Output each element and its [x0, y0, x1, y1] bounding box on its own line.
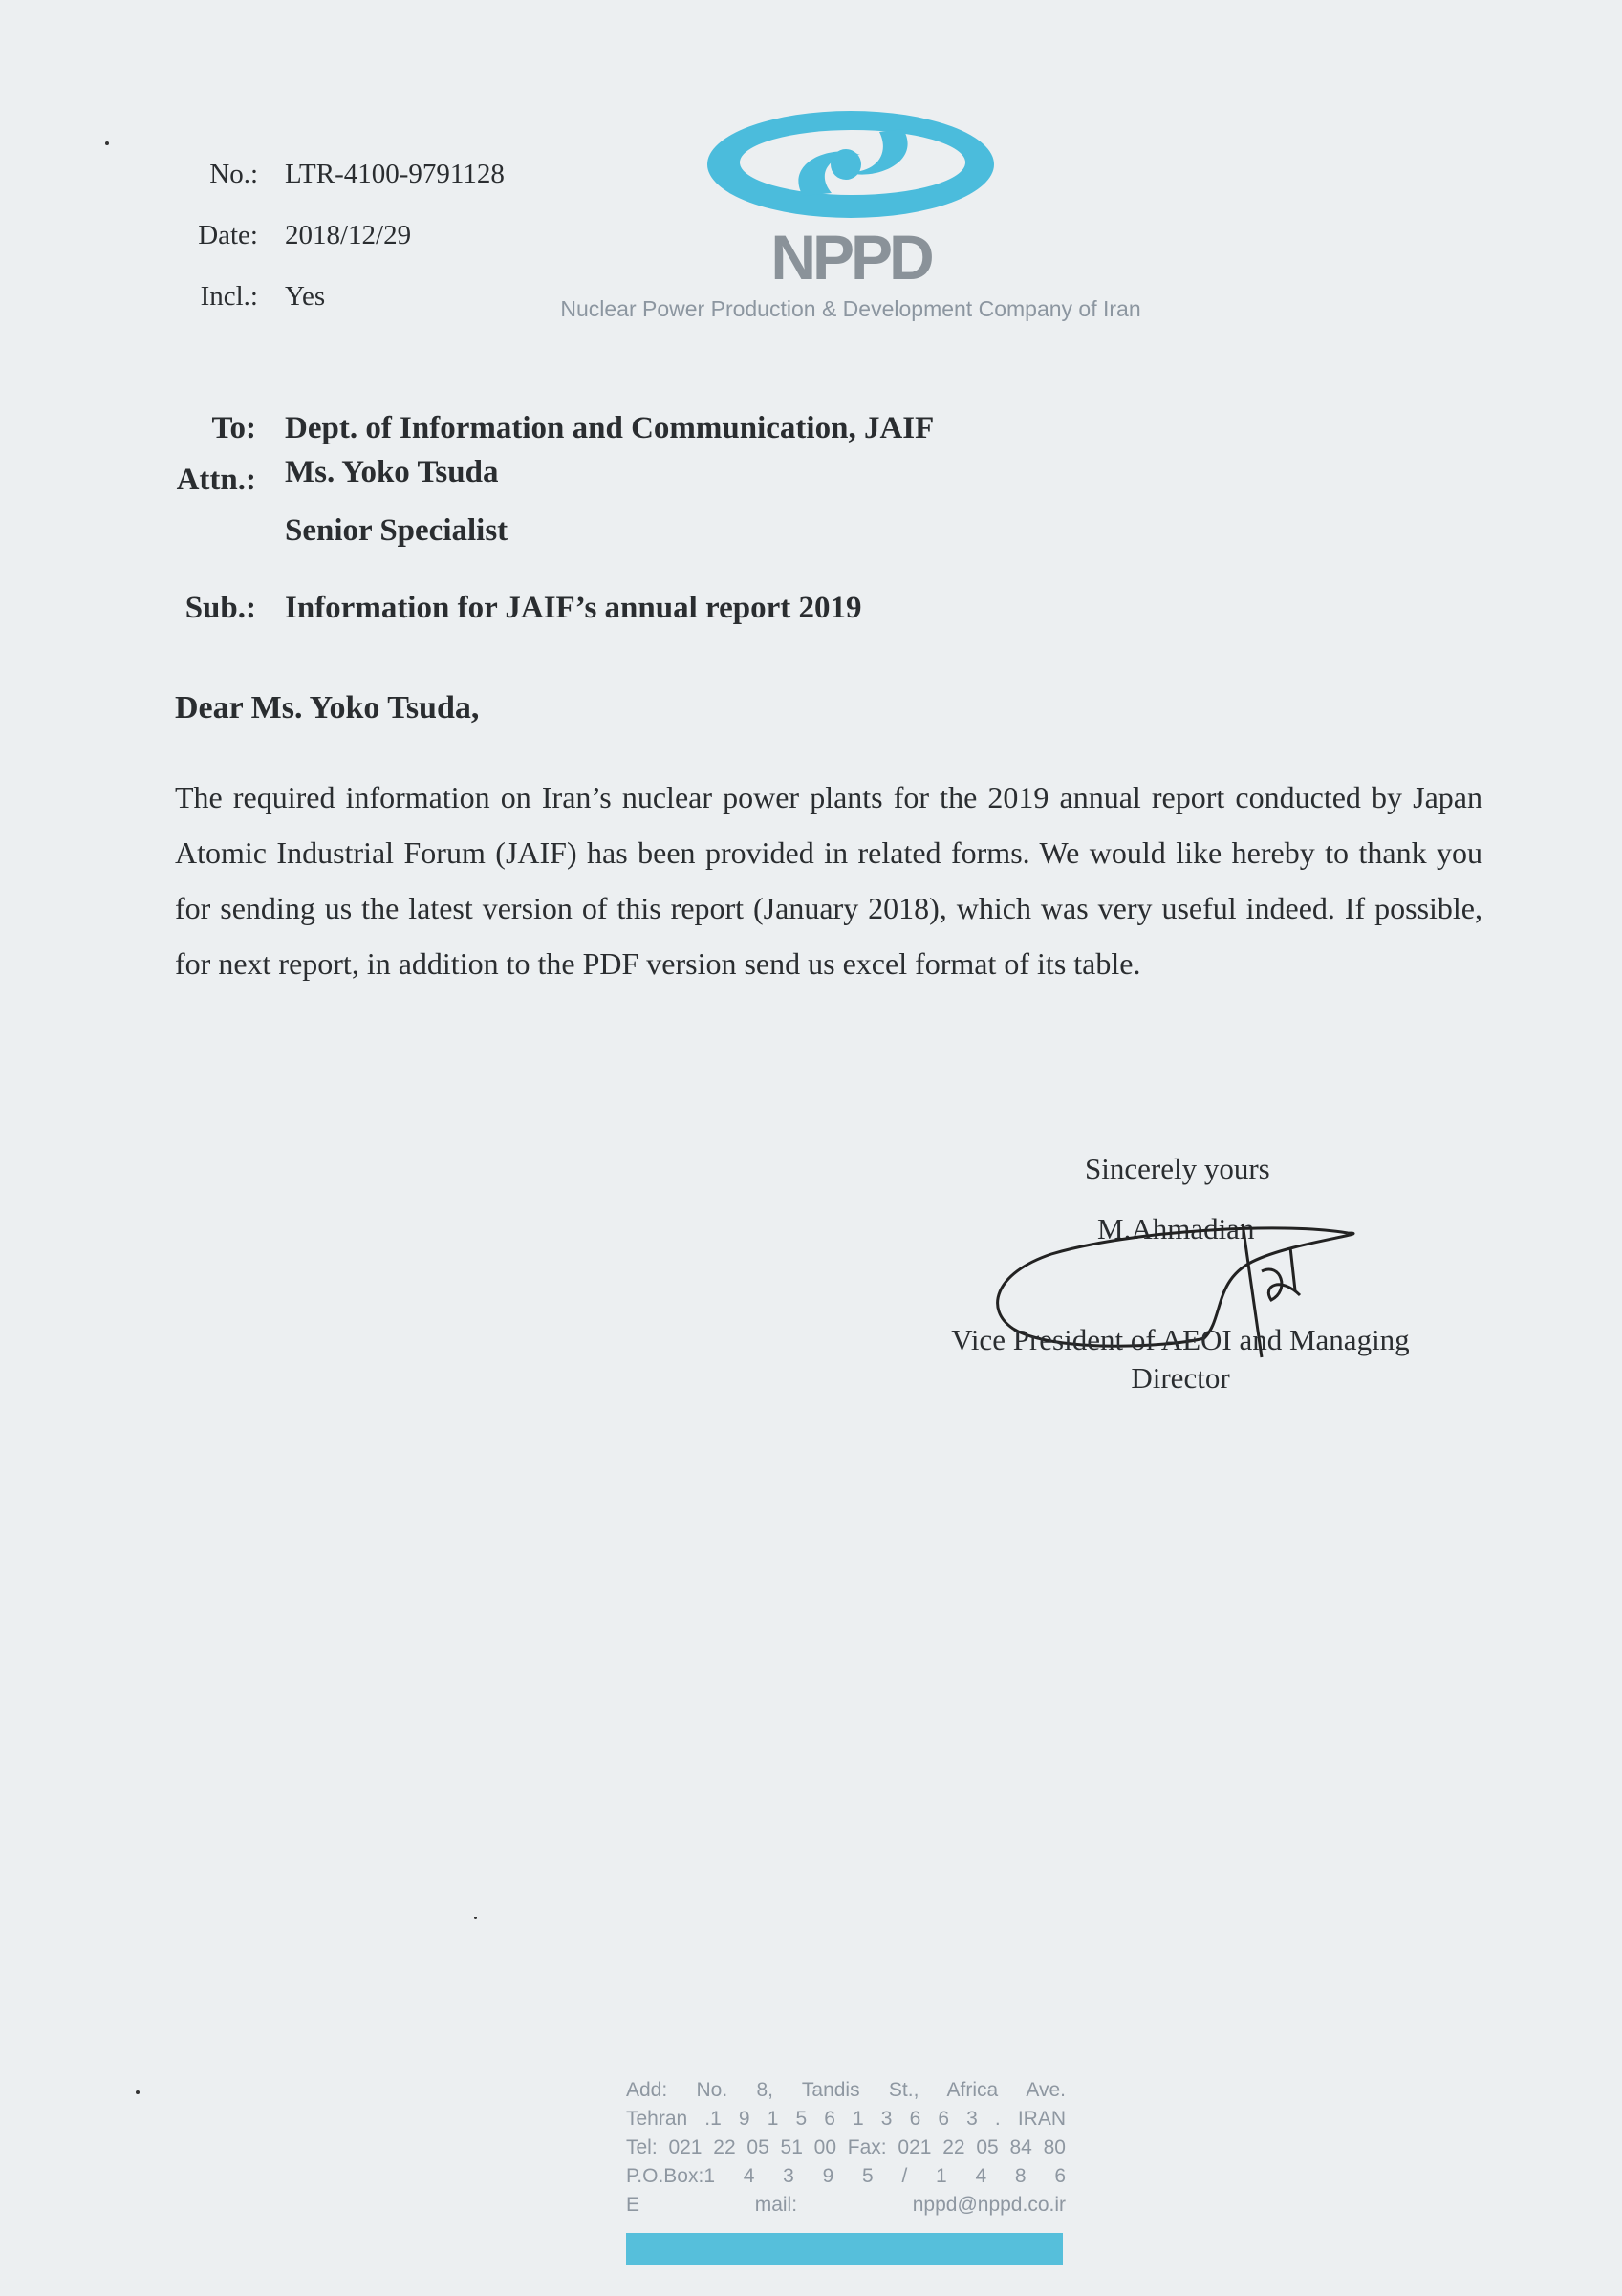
incl-value: Yes: [285, 281, 326, 312]
scan-speck: [474, 1917, 477, 1919]
logo-tagline: Nuclear Power Production & Development Company of Iran: [560, 296, 1141, 321]
sub-value: Information for JAIF’s annual report 2019: [285, 591, 862, 625]
closing: Sincerely yours: [1085, 1152, 1270, 1185]
letter-body: The required information on Iran’s nuclear power plants for the 2019 annual report conducted by Japan Atomic Industrial Forum (JAIF) has been provided in related forms. We would like hereby to thank you for sending us the latest version of this report (January 2018), which was very useful indeed. If possible, for next report, in addition to the PDF version send us excel format of its table.: [175, 780, 1482, 981]
footer-email: E mail: nppd@nppd.co.ir: [626, 2194, 1066, 2216]
date-value: 2018/12/29: [285, 220, 412, 250]
incl-label: Incl.:: [200, 281, 258, 312]
footer-phone: Tel: 021 22 05 51 00 Fax: 021 22 05 84 80: [626, 2136, 1066, 2158]
number-value: LTR-4100-9791128: [285, 159, 505, 189]
footer-color-bar: [626, 2233, 1063, 2265]
attn-label: Attn.:: [176, 463, 256, 497]
meta-date-row: [143, 205, 505, 266]
salutation: Dear Ms. Yoko Tsuda,: [175, 690, 480, 726]
subject-row: [143, 591, 861, 626]
footer-contact: [626, 2076, 1066, 2220]
attn-row: [143, 455, 499, 498]
signer-title-line1: Vice President of AEOI and Managing: [951, 1323, 1410, 1356]
to-row: [143, 411, 934, 446]
company-logo: [516, 105, 1185, 335]
footer-address-line2: Tehran .1 9 1 5 6 1 3 6 6 3 . IRAN: [626, 2108, 1066, 2130]
footer-pobox: P.O.Box:1 4 3 9 5 / 1 4 8 6: [626, 2165, 1066, 2187]
to-value: Dept. of Information and Communication, JAIF: [285, 411, 935, 445]
nppd-wordmark: NPPD: [770, 222, 931, 292]
sub-label: Sub.:: [184, 591, 256, 625]
scan-speck: [105, 141, 109, 145]
signer-title-line2: Director: [1131, 1361, 1230, 1395]
date-label: Date:: [198, 220, 258, 250]
signer-name: M.Ahmadian: [1097, 1212, 1255, 1245]
meta-number-row: [143, 143, 505, 205]
attn-title-row: [143, 513, 508, 549]
nppd-emblem-icon: [516, 105, 1185, 296]
footer-address-line1: Add: No. 8, Tandis St., Africa Ave.: [626, 2079, 1066, 2101]
signer-title: [927, 1321, 1434, 1397]
meta-incl-row: [143, 266, 505, 327]
number-label: No.:: [209, 159, 258, 189]
to-label: To:: [211, 411, 256, 445]
scan-speck: [136, 2090, 140, 2094]
attn-title: Senior Specialist: [285, 513, 508, 548]
letter-meta: [143, 143, 505, 327]
attn-name: Ms. Yoko Tsuda: [285, 455, 499, 489]
